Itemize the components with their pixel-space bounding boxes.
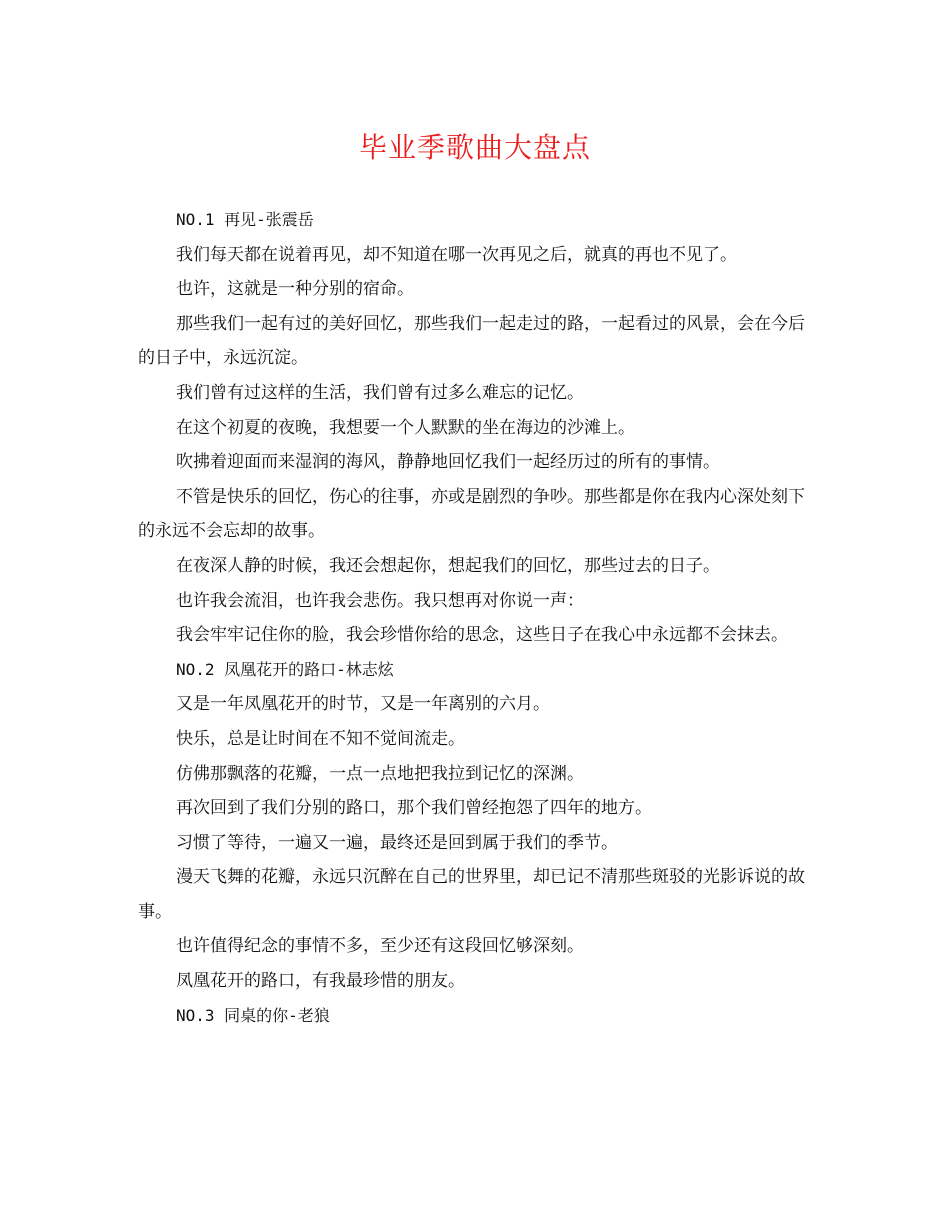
paragraph: 那些我们一起有过的美好回忆，那些我们一起走过的路，一起看过的风景，会在今后的日子中，永远沉淀。 <box>138 313 805 369</box>
paragraph: 我会牢牢记住你的脸，我会珍惜你给的思念，这些日子在我心中永远都不会抹去。 <box>176 625 788 646</box>
song-heading: NO.1 再见-张震岳 <box>176 210 314 229</box>
paragraph: 不管是快乐的回忆，伤心的往事，亦或是剧烈的争吵。那些都是你在我内心深处刻下的永远不会忘却的故事。 <box>138 486 805 542</box>
song-heading: NO.2 凤凰花开的路口-林志炫 <box>176 659 394 679</box>
paragraph: 我们曾有过这样的生活，我们曾有过多么难忘的记忆。 <box>176 382 584 403</box>
paragraph: 也许，这就是一种分别的宿命。 <box>176 279 414 300</box>
paragraph: 吹拂着迎面而来湿润的海风，静静地回忆我们一起经历过的所有的事情。 <box>176 452 720 473</box>
paragraph: 又是一年凤凰花开的时节，又是一年离别的六月。 <box>176 694 550 715</box>
paragraph: 也许我会流泪，也许我会悲伤。我只想再对你说一声： <box>176 590 584 611</box>
song-heading: NO.3 同桌的你-老狼 <box>176 1005 330 1025</box>
paragraph: 再次回到了我们分别的路口，那个我们曾经抱怨了四年的地方。 <box>176 798 652 819</box>
paragraph: 在夜深人静的时候，我还会想起你，想起我们的回忆，那些过去的日子。 <box>176 555 720 576</box>
paragraph: 仿佛那飘落的花瓣，一点一点地把我拉到记忆的深渊。 <box>176 763 584 784</box>
paragraph: 我们每天都在说着再见，却不知道在哪一次再见之后，就真的再也不见了。 <box>176 244 737 265</box>
paragraph: 在这个初夏的夜晚，我想要一个人默默的坐在海边的沙滩上。 <box>176 417 635 438</box>
paragraph: 也许值得纪念的事情不多，至少还有这段回忆够深刻。 <box>176 936 584 957</box>
paragraph: 快乐，总是让时间在不知不觉间流走。 <box>176 728 465 749</box>
document-body <box>138 203 814 1033</box>
document-title: 毕业季歌曲大盘点 <box>358 131 591 164</box>
paragraph: 漫天飞舞的花瓣，永远只沉醉在自己的世界里，却已记不清那些斑驳的光影诉说的故事。 <box>138 867 805 922</box>
paragraph: 凤凰花开的路口，有我最珍惜的朋友。 <box>176 971 465 992</box>
paragraph: 习惯了等待，一遍又一遍，最终还是回到属于我们的季节。 <box>176 832 618 853</box>
